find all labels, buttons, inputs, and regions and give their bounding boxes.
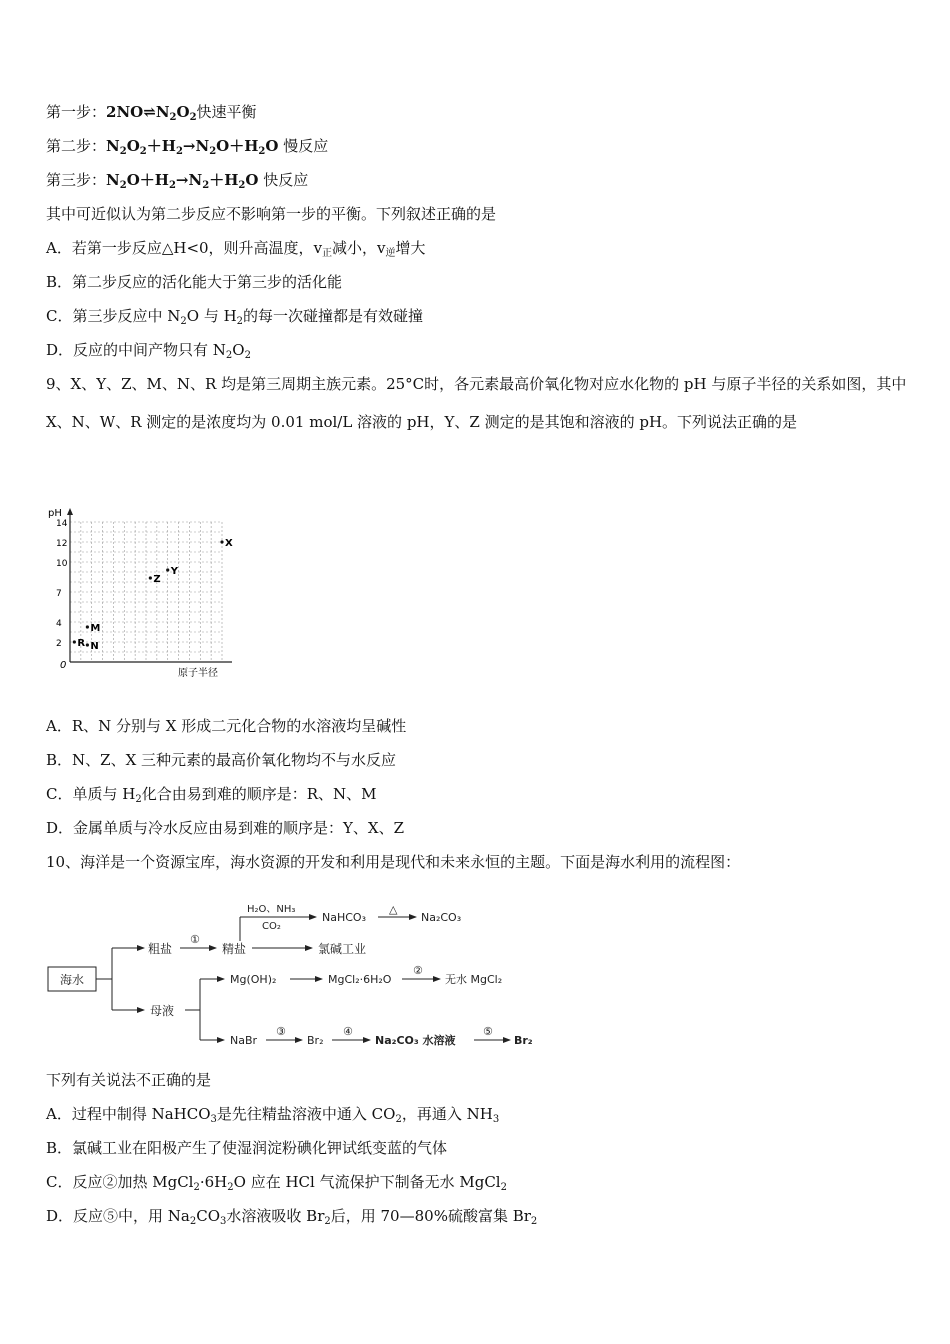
step-2-line: 第二步：$N_2O_2+H_2\to N_2O+H_2O$ 慢反应 bbox=[46, 137, 329, 157]
origin-label: 0 bbox=[60, 660, 67, 671]
reagents-top: H₂O、NH₃ bbox=[247, 904, 296, 915]
nahco3-label: NaHCO₃ bbox=[322, 911, 366, 924]
q10-stem: 10、海洋是一个资源宝库，海水资源的开发和利用是现代和未来永恒的主题。下面是海水利用的流程图： bbox=[46, 853, 741, 871]
q8-stem: 其中可近似认为第二步反应不影响第一步的平衡。下列叙述正确的是 bbox=[46, 205, 497, 223]
point-x bbox=[220, 540, 223, 543]
q8-option-b: B．第二步反应的活化能大于第三步的活化能 bbox=[46, 273, 343, 291]
q9-option-b: B．N、Z、X 三种元素的最高价氧化物均不与水反应 bbox=[46, 751, 397, 769]
q10-option-d: D．反应⑤中，用 $Na_2CO_3$水溶液吸收 $Br_2$后，用 70—80%硫酸富集 $Br_2$ bbox=[46, 1207, 538, 1227]
step-2-marker: ② bbox=[413, 964, 423, 977]
na2co3-label: Na₂CO₃ bbox=[421, 911, 462, 924]
y-tick-label: 7 bbox=[56, 589, 62, 599]
chlor-alkali-label: 氯碱工业 bbox=[318, 942, 367, 956]
point-label-x: X bbox=[225, 538, 233, 549]
seawater-flowchart bbox=[40, 895, 560, 1055]
q10-option-b: B．氯碱工业在阳极产生了使湿润淀粉碘化钾试纸变蓝的气体 bbox=[46, 1139, 448, 1157]
step-5-marker: ⑤ bbox=[483, 1025, 493, 1038]
refined-salt-label: 精盐 bbox=[222, 942, 247, 956]
q9-option-d: D．金属单质与冷水反应由易到难的顺序是：Y、X、Z bbox=[46, 819, 405, 837]
y-axis-label: pH bbox=[48, 508, 62, 519]
point-m bbox=[86, 625, 89, 628]
point-r bbox=[73, 640, 76, 643]
mother-liquor-label: 母液 bbox=[150, 1004, 175, 1018]
point-label-z: Z bbox=[153, 574, 161, 585]
point-label-y: Y bbox=[170, 566, 178, 577]
q9-stem: 9、X、Y、Z、M、N、R 均是第三周期主族元素。25°C时，各元素最高价氧化物对应水化物的 pH 与原子半径的关系如图，其中 X、N、W、R 测定的是浓度均为 0.01 mol/L 溶液的 pH，Y、Z 测定的是其饱和溶液的 pH。下列说法正确的是 bbox=[46, 375, 907, 431]
point-y bbox=[166, 568, 169, 571]
q10-option-c: C．反应②加热 $MgCl_2\cdot 6H_2O$ 应在 HCl 气流保护下制备无水 MgCl$_2$ bbox=[46, 1173, 507, 1193]
y-tick-label: 12 bbox=[56, 539, 68, 549]
y-axis-arrow bbox=[67, 508, 73, 515]
step-3-line: 第三步：$N_2O+H_2\to N_2+H_2O$ 快反应 bbox=[46, 171, 309, 191]
x-axis-label: 原子半径 bbox=[178, 668, 218, 679]
seawater-label: 海水 bbox=[60, 973, 85, 987]
br2-label-b: Br₂ bbox=[514, 1034, 533, 1047]
y-tick-label: 10 bbox=[56, 559, 68, 569]
reagents-bottom: CO₂ bbox=[262, 921, 281, 932]
ph-radius-chart bbox=[44, 502, 244, 682]
q10-option-a: A．过程中制得 NaHCO$_3$是先往精盐溶液中通入 $CO_2$，再通入 $NH_3$ bbox=[46, 1105, 500, 1125]
delta-marker: △ bbox=[389, 903, 398, 916]
q10-question: 下列有关说法不正确的是 bbox=[46, 1071, 212, 1089]
step-3-marker: ③ bbox=[276, 1025, 286, 1038]
q8-option-d: D．反应的中间产物只有 $N_2O_2$ bbox=[46, 341, 251, 361]
point-n bbox=[86, 643, 89, 646]
q8-option-a: A．若第一步反应△H<0，则升高温度，$v_正$减小，$v_逆$增大 bbox=[46, 239, 426, 259]
mgoh2-label: Mg(OH)₂ bbox=[230, 973, 277, 986]
q9-option-a: A．R、N 分别与 X 形成二元化合物的水溶液均呈碱性 bbox=[46, 717, 407, 735]
y-tick-label: 2 bbox=[56, 639, 62, 649]
step-4-marker: ④ bbox=[343, 1025, 353, 1038]
point-label-m: M bbox=[90, 623, 101, 634]
step-1-marker: ① bbox=[190, 933, 200, 946]
nabr-label: NaBr bbox=[230, 1034, 258, 1047]
point-label-r: R bbox=[77, 638, 86, 649]
y-tick-label: 14 bbox=[56, 519, 68, 529]
na2co3-solution-label: Na₂CO₃ 水溶液 bbox=[375, 1034, 456, 1047]
q8-option-c: C．第三步反应中 $N_2O$ 与 $H_2$的每一次碰撞都是有效碰撞 bbox=[46, 307, 424, 327]
point-z bbox=[149, 576, 152, 579]
br2-label-a: Br₂ bbox=[307, 1034, 324, 1047]
crude-salt-label: 粗盐 bbox=[148, 942, 173, 956]
anhydrous-mgcl2-label: 无水 MgCl₂ bbox=[445, 973, 503, 986]
y-tick-label: 4 bbox=[56, 619, 62, 629]
mgcl2-hydrate-label: MgCl₂·6H₂O bbox=[328, 973, 392, 986]
q9-option-c: C．单质与 $H_2$化合由易到难的顺序是：R、N、M bbox=[46, 785, 377, 805]
step-1-line: 第一步：$2NO\rightleftharpoons N_2O_2$快速平衡 bbox=[46, 103, 257, 123]
point-label-n: N bbox=[90, 641, 99, 652]
